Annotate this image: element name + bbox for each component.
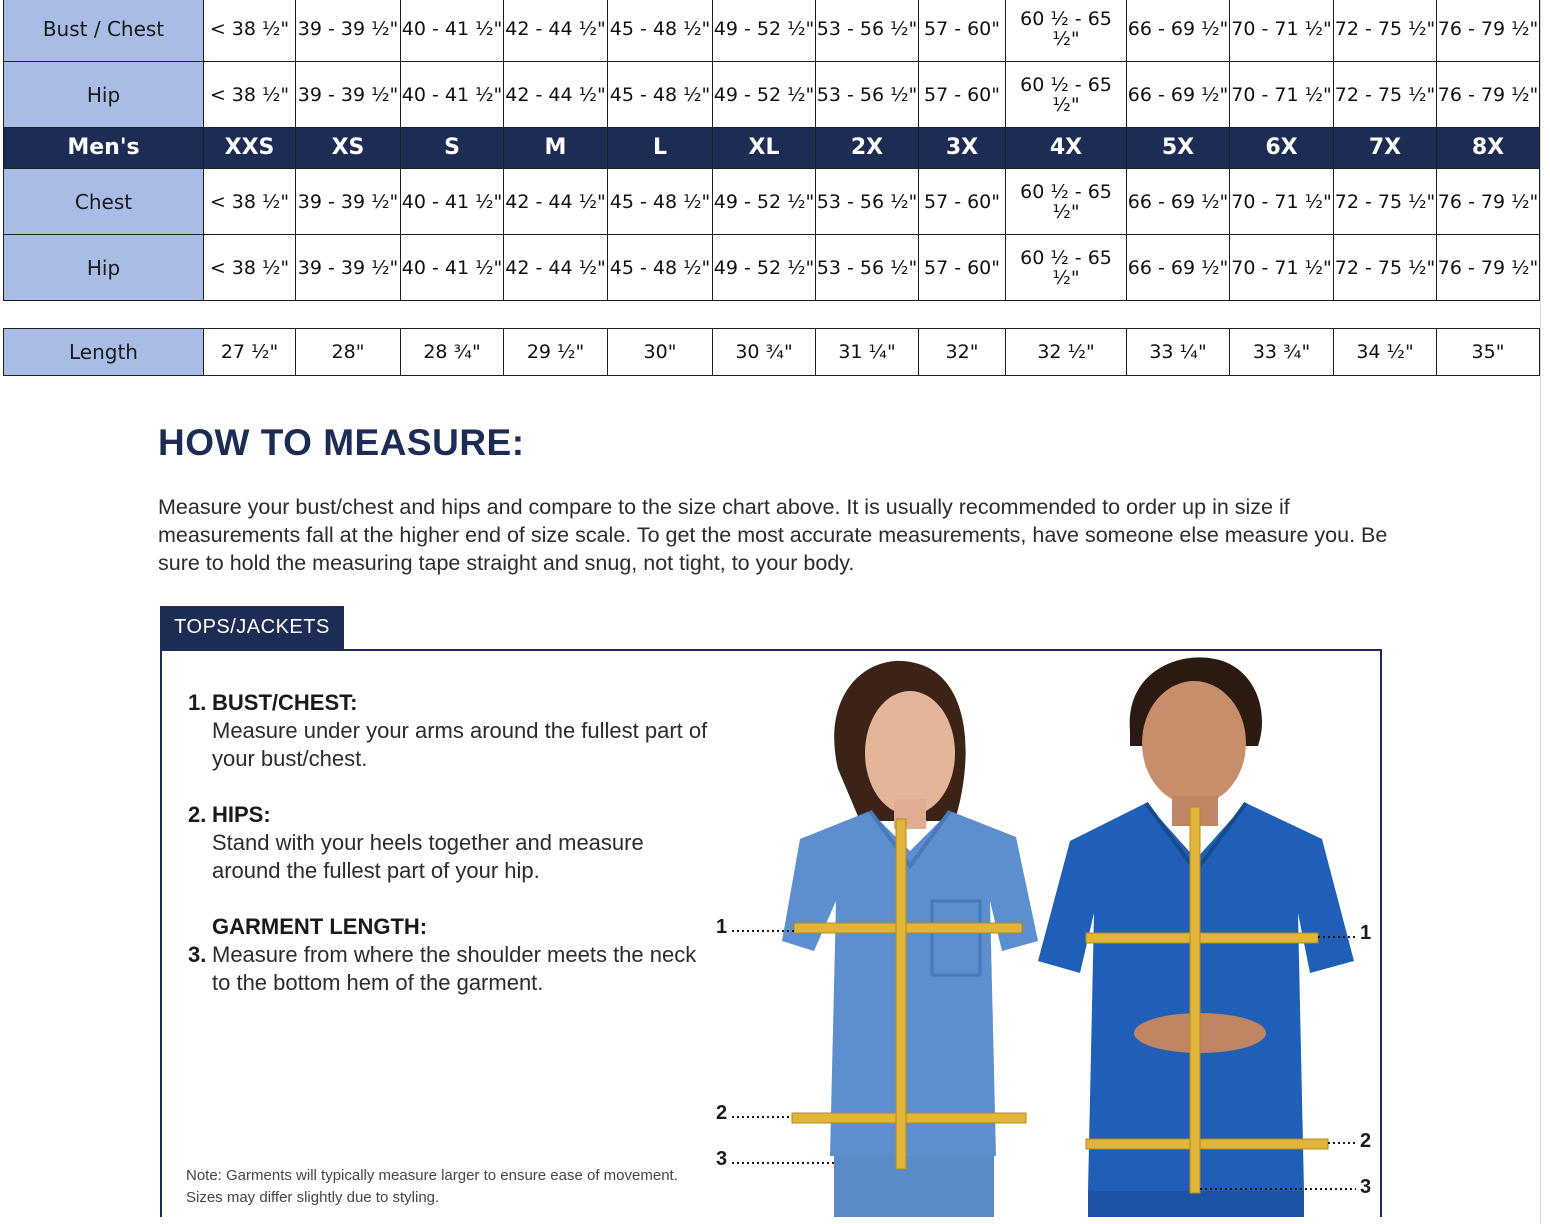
table-cell: 33 ¼" (1127, 329, 1230, 376)
table-row-mens-hip (4, 235, 1540, 301)
table-cell: 31 ¼" (816, 329, 919, 376)
table-cell: 39 - 39 ½" (296, 235, 401, 301)
table-cell: 60 ½ - 65 ½" (1006, 235, 1127, 301)
table-cell: 70 - 71 ½" (1230, 169, 1334, 235)
table-cell: 76 - 79 ½" (1437, 62, 1540, 128)
table-cell: 39 - 39 ½" (296, 0, 401, 62)
size-header: XL (713, 128, 816, 169)
size-header: 3X (919, 128, 1006, 169)
table-cell: 30 ¾" (713, 329, 816, 376)
table-cell: 45 - 48 ½" (608, 235, 713, 301)
table-cell: 49 - 52 ½" (713, 62, 816, 128)
step-text: Measure from where the shoulder meets the neck to the bottom hem of the garment. (212, 942, 697, 995)
table-cell: 33 ¾" (1230, 329, 1334, 376)
table-cell: 53 - 56 ½" (816, 169, 919, 235)
table-cell: 39 - 39 ½" (296, 169, 401, 235)
table-cell: 60 ½ - 65 ½" (1006, 62, 1127, 128)
step-number: 1. (188, 690, 207, 715)
step-heading: HIPS: (212, 802, 271, 827)
measurement-illustration (710, 651, 1382, 1217)
step-heading: BUST/CHEST: (212, 690, 358, 715)
table-cell: 40 - 41 ½" (401, 62, 504, 128)
table-row-hip (4, 62, 1540, 128)
size-header: 8X (1437, 128, 1540, 169)
table-cell: 34 ½" (1334, 329, 1437, 376)
scrollbar-track[interactable] (1540, 0, 1541, 1224)
size-header: XXS (204, 128, 296, 169)
table-cell: 45 - 48 ½" (608, 0, 713, 62)
table-cell: 76 - 79 ½" (1437, 235, 1540, 301)
table-cell: 40 - 41 ½" (401, 0, 504, 62)
table-cell: 30" (608, 329, 713, 376)
table-cell: 39 - 39 ½" (296, 62, 401, 128)
row-label-chest: Chest (4, 169, 204, 235)
marker-2-left: 2 (716, 1102, 728, 1124)
table-cell: 40 - 41 ½" (401, 169, 504, 235)
table-cell: 76 - 79 ½" (1437, 169, 1540, 235)
table-cell: 28 ¾" (401, 329, 504, 376)
table-cell: 42 - 44 ½" (504, 0, 608, 62)
step-heading: GARMENT LENGTH: (212, 914, 428, 939)
how-to-measure-intro: Measure your bust/chest and hips and compare to the size chart above. It is usually recommended to order up in size if measurements fall at the higher end of size scale. To get the most accurate measurements, have someone else measure you. Be sure to hold the measuring tape straight and snug, not tight, to your body. (158, 495, 1388, 575)
table-cell: 27 ½" (204, 329, 296, 376)
table-cell: 32 ½" (1006, 329, 1127, 376)
table-cell: 45 - 48 ½" (608, 169, 713, 235)
table-cell: 42 - 44 ½" (504, 62, 608, 128)
size-chart-table (3, 0, 1540, 301)
tab-tops-jackets[interactable]: TOPS/JACKETS (160, 606, 344, 649)
step-number: 2. (188, 802, 207, 827)
step-hips (188, 801, 712, 885)
size-header: L (608, 128, 713, 169)
size-header: M (504, 128, 608, 169)
measure-panel (160, 649, 1382, 1217)
size-header: 4X (1006, 128, 1127, 169)
how-to-measure-title: HOW TO MEASURE: (158, 422, 525, 463)
table-cell: < 38 ½" (204, 169, 296, 235)
table-header-mens (4, 128, 1540, 169)
table-cell: 49 - 52 ½" (713, 169, 816, 235)
table-cell: 42 - 44 ½" (504, 235, 608, 301)
table-cell: 53 - 56 ½" (816, 62, 919, 128)
length-table (3, 328, 1540, 376)
row-label-hip: Hip (4, 235, 204, 301)
table-row-length (4, 329, 1540, 376)
marker-3-left: 3 (716, 1148, 728, 1170)
table-cell: 35" (1437, 329, 1540, 376)
table-cell: 57 - 60" (919, 235, 1006, 301)
table-cell: 60 ½ - 65 ½" (1006, 169, 1127, 235)
step-text: Stand with your heels together and measure around the fullest part of your hip. (212, 830, 644, 883)
table-cell: 57 - 60" (919, 62, 1006, 128)
size-header: 5X (1127, 128, 1230, 169)
table-cell: 57 - 60" (919, 0, 1006, 62)
size-header: 2X (816, 128, 919, 169)
table-cell: 57 - 60" (919, 169, 1006, 235)
marker-1-right: 1 (1360, 922, 1372, 944)
table-cell: 32" (919, 329, 1006, 376)
table-cell: 60 ½ - 65 ½" (1006, 0, 1127, 62)
table-cell: 49 - 52 ½" (713, 235, 816, 301)
table-cell: < 38 ½" (204, 0, 296, 62)
table-cell: 49 - 52 ½" (713, 0, 816, 62)
row-label-bust-chest: Bust / Chest (4, 0, 204, 62)
table-cell: 53 - 56 ½" (816, 235, 919, 301)
step-bust-chest (188, 689, 712, 773)
table-cell: 45 - 48 ½" (608, 62, 713, 128)
table-cell: 72 - 75 ½" (1334, 0, 1437, 62)
size-header: 6X (1230, 128, 1334, 169)
table-cell: 72 - 75 ½" (1334, 169, 1437, 235)
mens-header-label: Men's (4, 128, 204, 169)
step-text: Measure under your arms around the fullest part of your bust/chest. (212, 718, 708, 771)
garment-note: Note: Garments will typically measure larger to ensure ease of movement. Sizes may differ slightly due to styling. (186, 1167, 678, 1206)
table-cell: 66 - 69 ½" (1127, 169, 1230, 235)
table-cell: < 38 ½" (204, 235, 296, 301)
table-cell: < 38 ½" (204, 62, 296, 128)
table-cell: 72 - 75 ½" (1334, 62, 1437, 128)
step-garment-length (188, 913, 712, 997)
table-cell: 70 - 71 ½" (1230, 62, 1334, 128)
table-cell: 66 - 69 ½" (1127, 62, 1230, 128)
table-cell: 72 - 75 ½" (1334, 235, 1437, 301)
row-label-length: Length (4, 329, 204, 376)
table-cell: 76 - 79 ½" (1437, 0, 1540, 62)
table-cell: 29 ½" (504, 329, 608, 376)
size-header: S (401, 128, 504, 169)
table-cell: 53 - 56 ½" (816, 0, 919, 62)
table-cell: 70 - 71 ½" (1230, 0, 1334, 62)
table-cell: 70 - 71 ½" (1230, 235, 1334, 301)
marker-2-right: 2 (1360, 1130, 1372, 1152)
marker-1-left: 1 (716, 916, 728, 938)
woman-figure (782, 661, 1038, 1217)
step-number: 3. (188, 942, 207, 967)
table-cell: 40 - 41 ½" (401, 235, 504, 301)
table-row-mens-chest (4, 169, 1540, 235)
row-label-hip: Hip (4, 62, 204, 128)
table-cell: 42 - 44 ½" (504, 169, 608, 235)
table-cell: 66 - 69 ½" (1127, 235, 1230, 301)
table-cell: 66 - 69 ½" (1127, 0, 1230, 62)
size-header: XS (296, 128, 401, 169)
marker-3-right: 3 (1360, 1176, 1372, 1198)
size-header: 7X (1334, 128, 1437, 169)
table-cell: 28" (296, 329, 401, 376)
table-row-bust-chest (4, 0, 1540, 62)
